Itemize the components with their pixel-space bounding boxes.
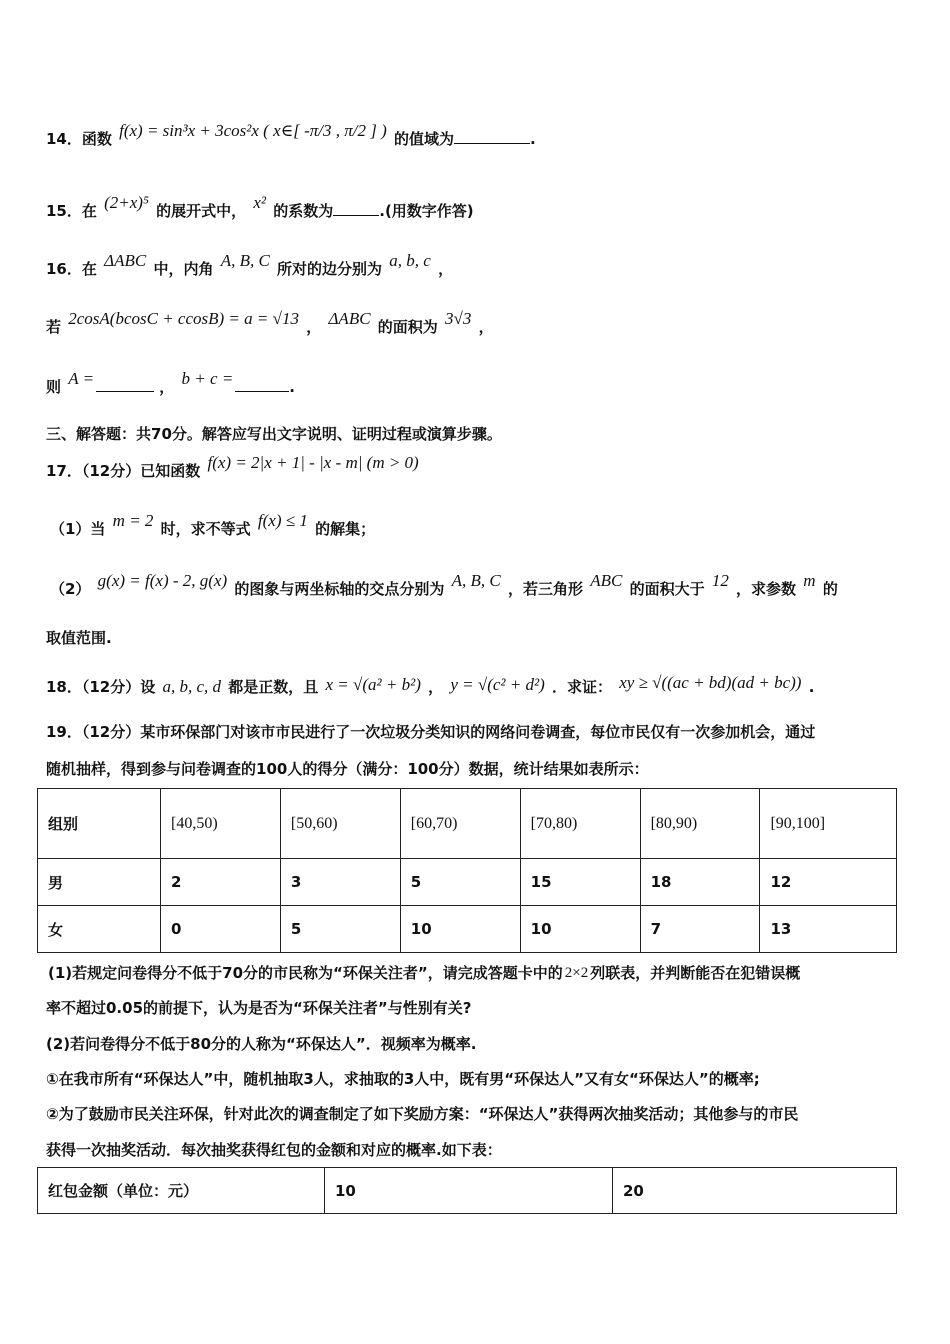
q17-head: 17．（12分）已知函数	[46, 462, 201, 480]
q15-end: .(用数字作答)	[379, 202, 474, 220]
q18-text: ，	[428, 678, 444, 696]
table-cell: 女	[38, 906, 161, 953]
q17-text: 时，求不等式	[160, 520, 251, 538]
q18-vars: a, b, c, d	[162, 677, 222, 696]
q17-g-function: g(x) = f(x) - 2, g(x)	[97, 571, 228, 590]
q16-line-3	[46, 369, 295, 397]
q19-part-2: (2)若问卷得分不低于80分的人称为“环保达人”．视频率为概率.	[46, 1035, 477, 1053]
q16-line-2	[46, 309, 494, 337]
section-3-heading: 三、解答题：共70分。解答应写出文字说明、证明过程或演算步骤。	[46, 425, 502, 443]
q18-text: ．求证：	[551, 678, 612, 696]
q14-number: 14．函数	[46, 130, 112, 148]
prize-table-header	[38, 1168, 897, 1214]
table-cell: 男	[38, 859, 161, 906]
q17-text: ，若三角形	[507, 580, 583, 598]
q16-text: 中，内角	[153, 260, 214, 278]
q17-points: A, B, C	[451, 571, 501, 590]
q15-line	[46, 193, 474, 221]
q16-triangle: ΔABC	[104, 251, 147, 270]
q15-term: x²	[253, 193, 266, 212]
q16-text: ，	[438, 260, 454, 278]
q17-text: 的解集；	[315, 520, 376, 538]
q14-line	[46, 121, 536, 149]
table-cell: 10	[520, 906, 640, 953]
table-header-cell: 20	[613, 1168, 897, 1214]
q17-area-bound: 12	[711, 571, 729, 590]
q16-number: 16．在	[46, 260, 97, 278]
table-cell: 15	[520, 859, 640, 906]
q17-m-value: m = 2	[112, 511, 154, 530]
q16-angles: A, B, C	[220, 251, 270, 270]
q16-text: 则	[46, 378, 62, 396]
table-cell: 5	[400, 859, 520, 906]
q14-end: .	[530, 130, 536, 148]
q16-text: ，	[306, 318, 322, 336]
q17-part-2	[50, 571, 838, 599]
q16-text: 所对的边分别为	[277, 260, 383, 278]
q16-a-blank[interactable]	[96, 377, 154, 392]
q18-head: 18．（12分）设	[46, 678, 156, 696]
q17-triangle: ABC	[590, 571, 623, 590]
table-header-cell: 组别	[38, 789, 161, 859]
table-cell: 0	[161, 906, 281, 953]
q17-inequality: f(x) ≤ 1	[257, 511, 308, 530]
table-cell: 13	[760, 906, 897, 953]
q16-text: ，	[478, 318, 494, 336]
table-header-cell: [80,90)	[640, 789, 760, 859]
table-cell: 2	[161, 859, 281, 906]
q16-text: 若	[46, 318, 62, 336]
q19-part-1	[48, 962, 800, 983]
q18-x-def: x = √(a² + b²)	[325, 675, 421, 694]
q19-sub-2: ②为了鼓励市民关注环保，针对此次的调查制定了如下奖励方案：“环保达人”获得两次抽奖活动；其他参与的市民	[46, 1105, 799, 1123]
table-row	[38, 906, 897, 953]
q17-text: 的面积大于	[629, 580, 705, 598]
q16-end: .	[289, 378, 295, 396]
q15-answer-blank[interactable]	[333, 201, 379, 216]
q17-line-1	[46, 453, 421, 481]
q19-part-1-cont: 率不超过0.05的前提下，认为是否为“环保关注者”与性别有关?	[46, 999, 472, 1017]
q16-line-1	[46, 251, 454, 279]
table-header-cell: [60,70)	[400, 789, 520, 859]
q17-param: m	[803, 571, 816, 590]
q19-line-1: 19．（12分）某市环保部门对该市市民进行了一次垃圾分类知识的网络问卷调查，每位市民仅有一次参加机会，通过	[46, 723, 816, 741]
q16-a-label: A =	[68, 369, 95, 388]
q16-condition: 2cosA(bcosC + ccosB) = a = √13	[68, 309, 299, 328]
q14-tail: 的值域为	[394, 130, 455, 148]
q15-number: 15．在	[46, 202, 97, 220]
table-cell: 10	[400, 906, 520, 953]
q16-bc-label: b + c =	[181, 369, 234, 388]
table-cell: 3	[280, 859, 400, 906]
q14-formula: f(x) = sin³x + 3cos²x ( x∈[ -π/3 , π/2 ] )	[119, 121, 387, 140]
table-cell: 12	[760, 859, 897, 906]
q15-expr: (2+x)⁵	[104, 193, 149, 212]
q17-function: f(x) = 2|x + 1| - |x - m| (m > 0)	[207, 453, 419, 472]
q17-part-1	[50, 511, 376, 539]
table-header-cell: [70,80)	[520, 789, 640, 859]
q18-text: 都是正数，且	[228, 678, 319, 696]
table-row	[38, 859, 897, 906]
q16-bc-blank[interactable]	[235, 377, 289, 392]
q17-text: （2）	[50, 580, 91, 598]
table-header-cell: 10	[325, 1168, 613, 1214]
table-cell: 5	[280, 906, 400, 953]
q18-y-def: y = √(c² + d²)	[450, 675, 545, 694]
q16-area: 3√3	[445, 309, 472, 328]
q16-sides: a, b, c	[389, 251, 431, 270]
prize-table	[37, 1167, 897, 1214]
q19-sub-1: ①在我市所有“环保达人”中，随机抽取3人，求抽取的3人中，既有男“环保达人”又有女“环保达人”的概率;	[46, 1070, 760, 1088]
table-header-cell: [50,60)	[280, 789, 400, 859]
q19-sub-2-cont: 获得一次抽奖活动．每次抽奖获得红包的金额和对应的概率.如下表：	[46, 1141, 502, 1159]
q17-text: 的	[822, 580, 838, 598]
q19-line-2: 随机抽样，得到参与问卷调查的100人的得分（满分：100分）数据，统计结果如表所示：	[46, 760, 649, 778]
q14-answer-blank[interactable]	[454, 129, 530, 144]
table-header-cell: 红包金额（单位：元）	[38, 1168, 325, 1214]
q18-claim: xy ≥ √((ac + bd)(ad + bc))	[619, 673, 802, 692]
q17-text: ，求参数	[736, 580, 797, 598]
q15-mid: 的展开式中，	[156, 202, 247, 220]
q16-text: 的面积为	[377, 318, 438, 336]
table-header-cell: [90,100]	[760, 789, 897, 859]
score-table	[37, 788, 897, 953]
q15-tail: 的系数为	[273, 202, 334, 220]
score-table-header	[38, 789, 897, 859]
table-header-cell: [40,50)	[161, 789, 281, 859]
q18-end: .	[808, 678, 815, 696]
table-cell: 7	[640, 906, 760, 953]
q17-text: （1）当	[50, 520, 106, 538]
q19-2x2: 2×2	[564, 965, 589, 981]
q16-triangle: ΔABC	[328, 309, 371, 328]
q16-text: ，	[159, 378, 175, 396]
q17-text: 的图象与两坐标轴的交点分别为	[234, 580, 445, 598]
q19-text: (1)若规定问卷得分不低于70分的市民称为“环保关注者”，请完成答题卡中的	[48, 964, 563, 982]
q19-text: 列联表，并判断能否在犯错误概	[590, 964, 801, 982]
q18-line	[46, 673, 815, 697]
q17-part-2-cont: 取值范围.	[46, 629, 112, 647]
table-cell: 18	[640, 859, 760, 906]
